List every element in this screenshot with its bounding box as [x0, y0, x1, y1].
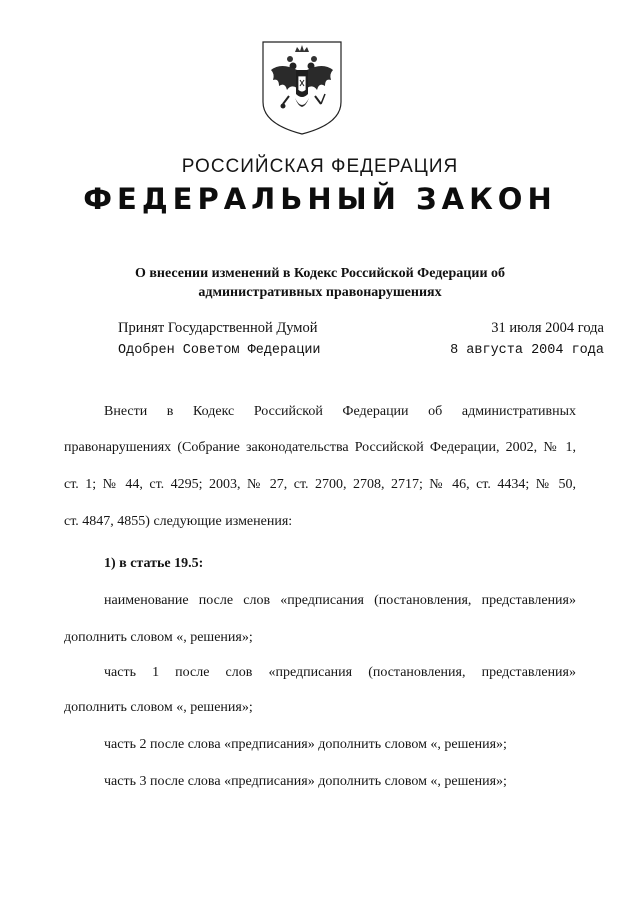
intro-line-2: правонарушениях (Собрание законодательства Российской Федерации, 2002, № 1,	[64, 440, 576, 455]
item-1-heading: 1) в статье 19.5:	[104, 556, 204, 571]
para-1-line-2: дополнить словом «, решения»;	[64, 630, 253, 645]
law-title-line-2: административных правонарушениях	[198, 285, 442, 300]
intro-line-4: ст. 4847, 4855) следующие изменения:	[64, 514, 293, 529]
law-type-heading: ФЕДЕРАЛЬНЫЙ ЗАКОН	[83, 182, 557, 216]
duma-date: 31 июля 2004 года	[491, 320, 604, 336]
duma-label: Принят Государственной Думой	[118, 320, 318, 336]
para-3: часть 2 после слова «предписания» дополнить словом «, решения»;	[104, 737, 507, 752]
para-2-line-1: часть 1 после слов «предписания (постановления, представления»	[104, 665, 576, 680]
para-1-line-1: наименование после слов «предписания (постановления, представления»	[104, 593, 576, 608]
para-4: часть 3 после слова «предписания» дополнить словом «, решения»;	[104, 774, 507, 789]
law-title-line-1: О внесении изменений в Кодекс Российской Федерации об	[134, 266, 506, 281]
law-title	[60, 264, 580, 302]
para-2-line-2: дополнить словом «, решения»;	[64, 700, 253, 715]
intro-line-3: ст. 1; № 44, ст. 4295; 2003, № 27, ст. 2700, 2708, 2717; № 46, ст. 4434; № 50,	[64, 477, 576, 492]
intro-line-1: Внести в Кодекс Российской Федерации об административных	[104, 404, 576, 419]
country-name: РОССИЙСКАЯ ФЕДЕРАЦИЯ	[181, 156, 459, 177]
council-label: Одобрен Советом Федерации	[118, 343, 321, 358]
council-date: 8 августа 2004 года	[450, 343, 604, 358]
coat-of-arms-icon	[259, 40, 345, 136]
